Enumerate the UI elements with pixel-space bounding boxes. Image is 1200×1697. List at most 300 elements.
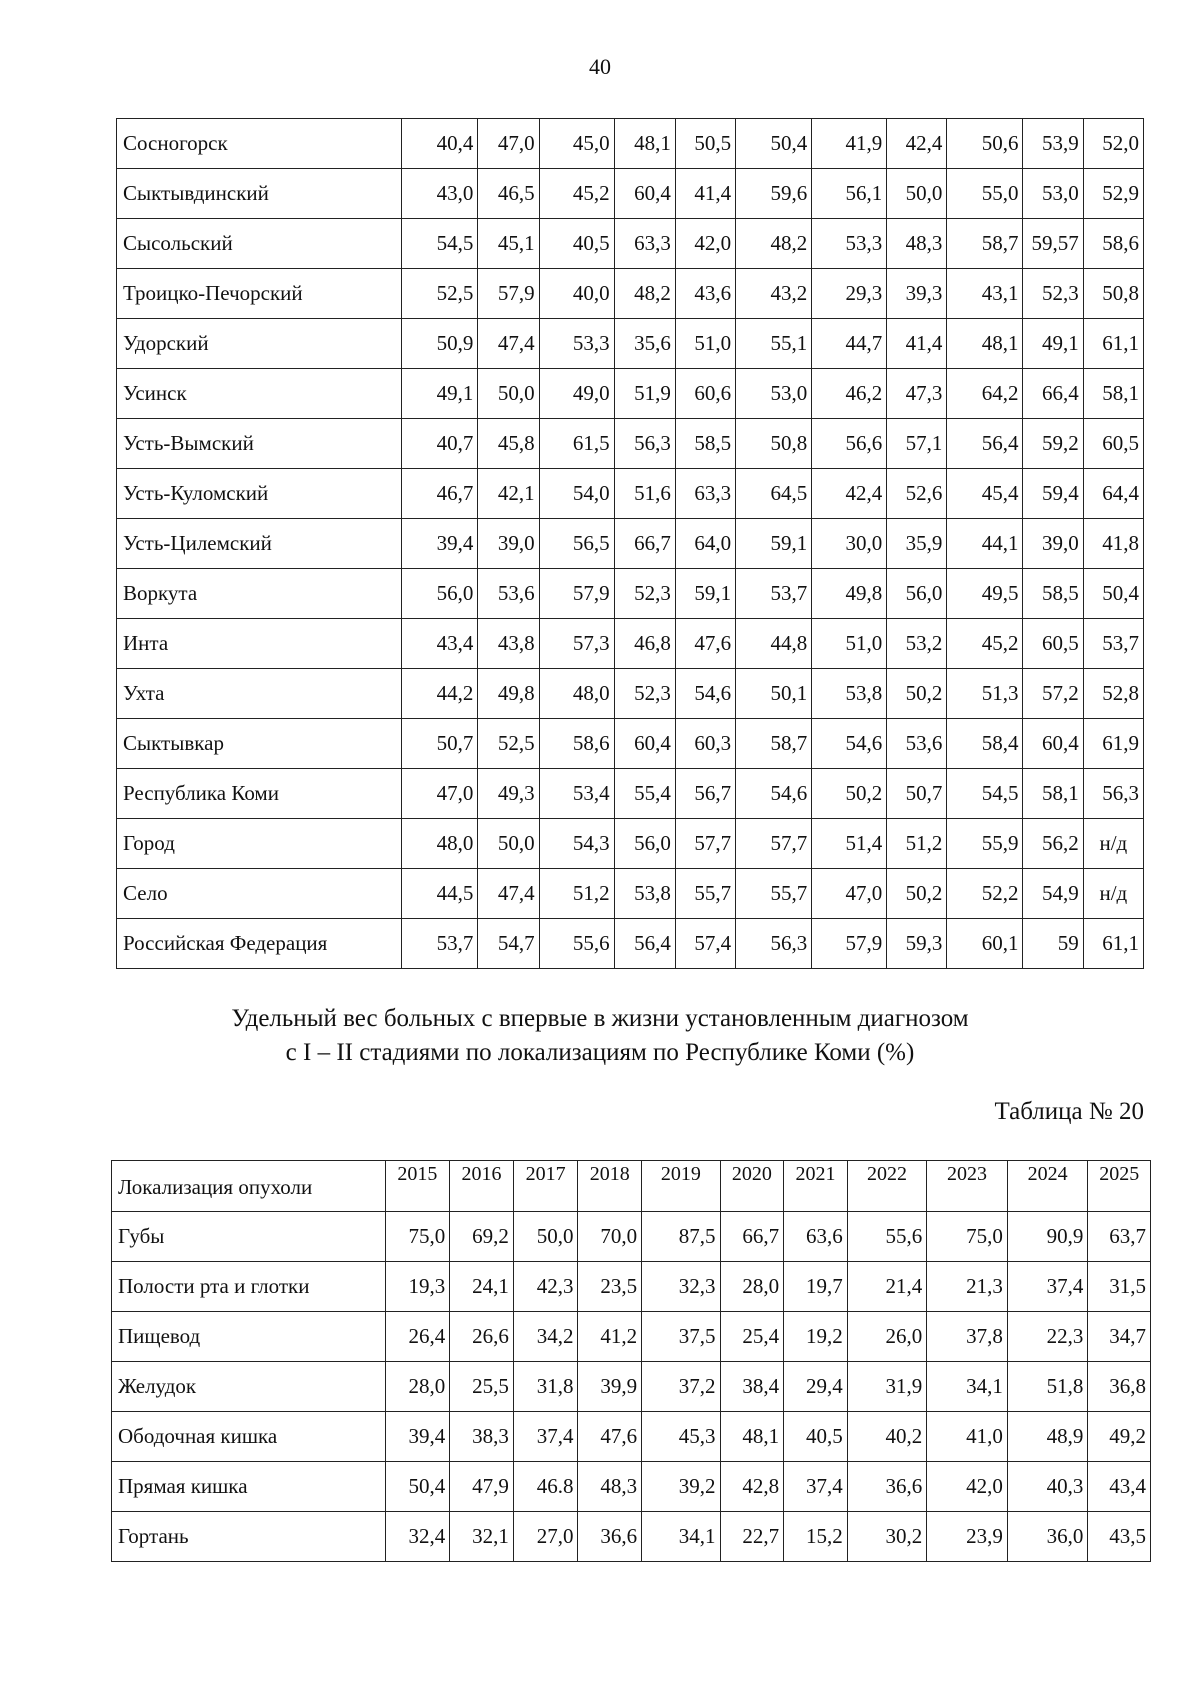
table-cell: 90,9 <box>1007 1212 1088 1262</box>
table-cell: 47,0 <box>402 769 478 819</box>
table-cell: 37,5 <box>642 1312 720 1362</box>
row-label: Пищевод <box>112 1312 386 1362</box>
table-cell: 37,8 <box>927 1312 1008 1362</box>
table-cell: 87,5 <box>642 1212 720 1262</box>
table-cell: 39,3 <box>887 269 947 319</box>
table-cell: 53,7 <box>402 919 478 969</box>
header-year: 2015 <box>385 1161 450 1212</box>
table-cell: 44,7 <box>812 319 887 369</box>
table-cell: 52,5 <box>402 269 478 319</box>
table-cell: 41,2 <box>578 1312 642 1362</box>
table-row <box>112 1362 1151 1412</box>
table-cell: 46,2 <box>812 369 887 419</box>
table-cell: 52,2 <box>947 869 1023 919</box>
table-cell: 40,2 <box>847 1412 927 1462</box>
table-cell: 59,4 <box>1023 469 1083 519</box>
table-cell: 39,9 <box>578 1362 642 1412</box>
table-row <box>112 1412 1151 1462</box>
table-cell: 26,6 <box>450 1312 514 1362</box>
table-cell: 50,6 <box>947 119 1023 169</box>
table-cell: 40,5 <box>539 219 614 269</box>
table-row <box>117 319 1144 369</box>
table-cell: 19,2 <box>784 1312 848 1362</box>
table-cell: 50,2 <box>887 669 947 719</box>
table-cell: 40,0 <box>539 269 614 319</box>
row-label: Сыктывдинский <box>117 169 402 219</box>
table-cell: 51,3 <box>947 669 1023 719</box>
table-cell: 56,2 <box>1023 819 1083 869</box>
table-cell: 51,9 <box>614 369 675 419</box>
table-cell: 22,3 <box>1007 1312 1088 1362</box>
table-cell: 56,0 <box>402 569 478 619</box>
table-row <box>117 619 1144 669</box>
row-label: Усинск <box>117 369 402 419</box>
table-cell: 56,4 <box>614 919 675 969</box>
table-cell: 32,3 <box>642 1262 720 1312</box>
table-caption <box>0 1002 1200 1070</box>
table-cell: 48,1 <box>614 119 675 169</box>
table-cell: 51,8 <box>1007 1362 1088 1412</box>
table-cell: 42,0 <box>927 1462 1008 1512</box>
table-cell: 29,4 <box>784 1362 848 1412</box>
table-cell: 52,0 <box>1083 119 1143 169</box>
table-cell: 63,6 <box>784 1212 848 1262</box>
table-cell: 51,6 <box>614 469 675 519</box>
table-cell: 58,1 <box>1083 369 1143 419</box>
table-cell: 21,4 <box>847 1262 927 1312</box>
table-cell: 26,0 <box>847 1312 927 1362</box>
table-cell: 50,4 <box>736 119 812 169</box>
table-cell: 61,1 <box>1083 319 1143 369</box>
row-label: Республика Коми <box>117 769 402 819</box>
table-cell: 53,7 <box>736 569 812 619</box>
table-cell: 56,3 <box>736 919 812 969</box>
table-cell: 56,4 <box>947 419 1023 469</box>
table-cell: 53,3 <box>539 319 614 369</box>
table-cell: 50,2 <box>887 869 947 919</box>
table-cell: 59,57 <box>1023 219 1083 269</box>
table-cell: 54,5 <box>402 219 478 269</box>
table-cell: 64,4 <box>1083 469 1143 519</box>
table-cell: 56,7 <box>675 769 735 819</box>
table-cell: 53,6 <box>478 569 539 619</box>
table-cell: 27,0 <box>513 1512 578 1562</box>
table-cell: 42,8 <box>720 1462 784 1512</box>
row-label: Полости рта и глотки <box>112 1262 386 1312</box>
table-cell: 48,9 <box>1007 1412 1088 1462</box>
table-cell: 48,3 <box>887 219 947 269</box>
table-row <box>117 819 1144 869</box>
table-row <box>117 169 1144 219</box>
table-row <box>117 119 1144 169</box>
table-cell: 58,1 <box>1023 769 1083 819</box>
table-cell: 44,1 <box>947 519 1023 569</box>
table-cell: 58,7 <box>736 719 812 769</box>
table-cell: 44,8 <box>736 619 812 669</box>
table-cell: 69,2 <box>450 1212 514 1262</box>
table-cell: 56,0 <box>614 819 675 869</box>
table-cell: 49,1 <box>1023 319 1083 369</box>
table-cell: 49,5 <box>947 569 1023 619</box>
table-cell: 49,8 <box>812 569 887 619</box>
row-label: Губы <box>112 1212 386 1262</box>
table-cell: 66,7 <box>720 1212 784 1262</box>
table-cell: 53,9 <box>1023 119 1083 169</box>
table-cell: 56,6 <box>812 419 887 469</box>
table-cell: 43,4 <box>1088 1462 1151 1512</box>
regional-table-body <box>117 119 1144 969</box>
table-cell: 41,4 <box>675 169 735 219</box>
table-cell: 50,4 <box>1083 569 1143 619</box>
row-label: Сосногорск <box>117 119 402 169</box>
table-cell: 54,0 <box>539 469 614 519</box>
page-number: 40 <box>589 54 611 79</box>
table-cell: 49,2 <box>1088 1412 1151 1462</box>
table-row <box>112 1212 1151 1262</box>
table-cell: 60,4 <box>1023 719 1083 769</box>
table-cell: 45,3 <box>642 1412 720 1462</box>
table-cell: 42,3 <box>513 1262 578 1312</box>
table-cell: 53,2 <box>887 619 947 669</box>
table-cell: 38,3 <box>450 1412 514 1462</box>
table-cell: 47,9 <box>450 1462 514 1512</box>
table-cell: 57,9 <box>539 569 614 619</box>
table-cell: 49,8 <box>478 669 539 719</box>
table-cell: 53,4 <box>539 769 614 819</box>
table-cell: 42,4 <box>812 469 887 519</box>
table-cell: 35,9 <box>887 519 947 569</box>
table-cell: 57,3 <box>539 619 614 669</box>
table-cell: 39,0 <box>478 519 539 569</box>
table-cell: 37,2 <box>642 1362 720 1412</box>
table-cell: 50,4 <box>385 1462 450 1512</box>
table-cell: 63,3 <box>614 219 675 269</box>
header-year: 2018 <box>578 1161 642 1212</box>
table-cell: 50,0 <box>478 369 539 419</box>
table-cell: 49,0 <box>539 369 614 419</box>
table-row <box>117 419 1144 469</box>
table-cell: 34,7 <box>1088 1312 1151 1362</box>
table-cell: 41,9 <box>812 119 887 169</box>
table-cell: 39,0 <box>1023 519 1083 569</box>
table-cell: 75,0 <box>927 1212 1008 1262</box>
table-cell: 47,0 <box>478 119 539 169</box>
table-cell: 57,1 <box>887 419 947 469</box>
header-year: 2024 <box>1007 1161 1088 1212</box>
table-cell: 52,3 <box>614 569 675 619</box>
table-cell: 53,3 <box>812 219 887 269</box>
table-cell: 47,6 <box>675 619 735 669</box>
header-localization: Локализация опухоли <box>112 1161 386 1212</box>
localization-table-body <box>112 1161 1151 1562</box>
table-cell: 42,4 <box>887 119 947 169</box>
table-cell: 50,9 <box>402 319 478 369</box>
table-cell: 30,2 <box>847 1512 927 1562</box>
table-cell: 37,4 <box>1007 1262 1088 1312</box>
table-cell: 49,3 <box>478 769 539 819</box>
table-cell: 36,6 <box>578 1512 642 1562</box>
header-year: 2016 <box>450 1161 514 1212</box>
table-cell: 45,1 <box>478 219 539 269</box>
table-row <box>112 1462 1151 1512</box>
table-cell: 57,7 <box>675 819 735 869</box>
row-label: Желудок <box>112 1362 386 1412</box>
header-year: 2023 <box>927 1161 1008 1212</box>
table-cell: 28,0 <box>385 1362 450 1412</box>
table-cell: 60,1 <box>947 919 1023 969</box>
table-cell: 63,7 <box>1088 1212 1151 1262</box>
table-cell: 46.8 <box>513 1462 578 1512</box>
table-row <box>117 469 1144 519</box>
table-cell: 31,9 <box>847 1362 927 1412</box>
row-label: Удорский <box>117 319 402 369</box>
table-cell: 47,6 <box>578 1412 642 1462</box>
table-cell: 70,0 <box>578 1212 642 1262</box>
table-cell: 31,5 <box>1088 1262 1151 1312</box>
table-cell: 47,3 <box>887 369 947 419</box>
table-cell: 32,1 <box>450 1512 514 1562</box>
table-cell: 48,0 <box>539 669 614 719</box>
table-cell: 64,5 <box>736 469 812 519</box>
table-cell: 39,2 <box>642 1462 720 1512</box>
table-cell: 25,4 <box>720 1312 784 1362</box>
header-year: 2019 <box>642 1161 720 1212</box>
caption-line-2: с I – II стадиями по локализациям по Республике Коми (%) <box>285 1039 915 1066</box>
table-cell: 22,7 <box>720 1512 784 1562</box>
table-cell: 26,4 <box>385 1312 450 1362</box>
table-cell: 61,1 <box>1083 919 1143 969</box>
row-label: Сыктывкар <box>117 719 402 769</box>
table-cell: 50,8 <box>736 419 812 469</box>
table-cell: 40,5 <box>784 1412 848 1462</box>
table-cell: 19,7 <box>784 1262 848 1312</box>
table-cell: 54,7 <box>478 919 539 969</box>
table-cell: 38,4 <box>720 1362 784 1412</box>
table-cell: 52,5 <box>478 719 539 769</box>
table-row <box>117 669 1144 719</box>
table-cell: 37,4 <box>784 1462 848 1512</box>
header-year: 2022 <box>847 1161 927 1212</box>
table-cell: 55,1 <box>736 319 812 369</box>
table-cell: 55,6 <box>847 1212 927 1262</box>
table-cell: 36,0 <box>1007 1512 1088 1562</box>
table-cell: 15,2 <box>784 1512 848 1562</box>
table-cell: 25,5 <box>450 1362 514 1412</box>
table-cell: 61,5 <box>539 419 614 469</box>
table-cell: 36,6 <box>847 1462 927 1512</box>
table-cell: 60,3 <box>675 719 735 769</box>
regional-data-table <box>116 118 1144 969</box>
table-cell: 46,8 <box>614 619 675 669</box>
row-label: Гортань <box>112 1512 386 1562</box>
table-cell: 60,5 <box>1023 619 1083 669</box>
caption-line-1: Удельный вес больных с впервые в жизни установленным диагнозом <box>231 1005 969 1032</box>
table-cell: 58,6 <box>539 719 614 769</box>
table-header-row <box>112 1161 1151 1212</box>
table-cell: 48,1 <box>720 1412 784 1462</box>
table-cell: 53,7 <box>1083 619 1143 669</box>
table-cell: 52,9 <box>1083 169 1143 219</box>
table-cell: 35,6 <box>614 319 675 369</box>
table-cell: 54,6 <box>812 719 887 769</box>
table-cell: 55,4 <box>614 769 675 819</box>
table-cell: 32,4 <box>385 1512 450 1562</box>
table-cell: 45,2 <box>947 619 1023 669</box>
table-cell: 54,6 <box>675 669 735 719</box>
table-cell: 60,6 <box>675 369 735 419</box>
header-year: 2017 <box>513 1161 578 1212</box>
localization-data-table <box>111 1160 1151 1562</box>
table-cell: 51,0 <box>812 619 887 669</box>
row-label: Инта <box>117 619 402 669</box>
table-cell: 30,0 <box>812 519 887 569</box>
header-year: 2020 <box>720 1161 784 1212</box>
table-cell: 50,0 <box>887 169 947 219</box>
table-cell: 34,1 <box>927 1362 1008 1412</box>
table-cell: 66,7 <box>614 519 675 569</box>
table-cell: 63,3 <box>675 469 735 519</box>
table-number-label: Таблица № 20 <box>994 1098 1144 1125</box>
table-cell: 56,0 <box>887 569 947 619</box>
row-label: Ухта <box>117 669 402 719</box>
table-row <box>112 1262 1151 1312</box>
table-cell: 42,0 <box>675 219 735 269</box>
table-cell: 59 <box>1023 919 1083 969</box>
table-cell: 51,4 <box>812 819 887 869</box>
table-cell: 40,3 <box>1007 1462 1088 1512</box>
table-row <box>117 219 1144 269</box>
table-cell: 59,1 <box>675 569 735 619</box>
table-cell: 50,0 <box>478 819 539 869</box>
table-cell: 19,3 <box>385 1262 450 1312</box>
table-cell: 57,9 <box>812 919 887 969</box>
table-cell: 50,5 <box>675 119 735 169</box>
row-label: Усть-Вымский <box>117 419 402 469</box>
table-cell: 50,0 <box>513 1212 578 1262</box>
table-cell: 48,0 <box>402 819 478 869</box>
table-cell: 46,7 <box>402 469 478 519</box>
row-label: Троицко-Печорский <box>117 269 402 319</box>
table-cell: н/д <box>1083 869 1143 919</box>
table-cell: 55,0 <box>947 169 1023 219</box>
table-cell: 51,2 <box>539 869 614 919</box>
header-year: 2025 <box>1088 1161 1151 1212</box>
table-cell: 53,8 <box>614 869 675 919</box>
table-row <box>117 269 1144 319</box>
row-label: Воркута <box>117 569 402 619</box>
table-cell: 54,3 <box>539 819 614 869</box>
table-cell: 41,8 <box>1083 519 1143 569</box>
table-cell: 50,7 <box>402 719 478 769</box>
table-cell: 45,0 <box>539 119 614 169</box>
table-cell: 58,4 <box>947 719 1023 769</box>
table-row <box>117 769 1144 819</box>
table-cell: 54,6 <box>736 769 812 819</box>
table-row <box>117 869 1144 919</box>
table-cell: 37,4 <box>513 1412 578 1462</box>
table-cell: 43,6 <box>675 269 735 319</box>
table-cell: 49,1 <box>402 369 478 419</box>
table-cell: 52,3 <box>1023 269 1083 319</box>
row-label: Село <box>117 869 402 919</box>
table-cell: 55,6 <box>539 919 614 969</box>
table-cell: 21,3 <box>927 1262 1008 1312</box>
table-cell: 44,5 <box>402 869 478 919</box>
table-cell: 47,0 <box>812 869 887 919</box>
table-cell: 50,8 <box>1083 269 1143 319</box>
table-cell: 28,0 <box>720 1262 784 1312</box>
table-cell: 48,1 <box>947 319 1023 369</box>
table-cell: н/д <box>1083 819 1143 869</box>
table-cell: 48,2 <box>736 219 812 269</box>
table-cell: 23,5 <box>578 1262 642 1312</box>
table-cell: 56,3 <box>614 419 675 469</box>
table-cell: 54,5 <box>947 769 1023 819</box>
table-cell: 53,0 <box>1023 169 1083 219</box>
table-cell: 43,2 <box>736 269 812 319</box>
table-cell: 34,2 <box>513 1312 578 1362</box>
table-cell: 60,4 <box>614 719 675 769</box>
table-cell: 48,3 <box>578 1462 642 1512</box>
header-year: 2021 <box>784 1161 848 1212</box>
row-label: Ободочная кишка <box>112 1412 386 1462</box>
table-cell: 51,0 <box>675 319 735 369</box>
table-row <box>117 569 1144 619</box>
table-cell: 43,4 <box>402 619 478 669</box>
row-label: Город <box>117 819 402 869</box>
table-cell: 75,0 <box>385 1212 450 1262</box>
table-cell: 36,8 <box>1088 1362 1151 1412</box>
table-row <box>112 1312 1151 1362</box>
table-cell: 57,2 <box>1023 669 1083 719</box>
table-cell: 56,3 <box>1083 769 1143 819</box>
table-cell: 60,5 <box>1083 419 1143 469</box>
table-cell: 57,7 <box>736 819 812 869</box>
table-cell: 45,4 <box>947 469 1023 519</box>
table-cell: 53,6 <box>887 719 947 769</box>
table-cell: 31,8 <box>513 1362 578 1412</box>
table-cell: 39,4 <box>385 1412 450 1462</box>
table-cell: 60,4 <box>614 169 675 219</box>
table-cell: 47,4 <box>478 869 539 919</box>
table-cell: 52,6 <box>887 469 947 519</box>
table-cell: 43,1 <box>947 269 1023 319</box>
table-cell: 43,5 <box>1088 1512 1151 1562</box>
table-cell: 41,0 <box>927 1412 1008 1462</box>
table-cell: 55,7 <box>675 869 735 919</box>
table-cell: 59,6 <box>736 169 812 219</box>
table-cell: 45,8 <box>478 419 539 469</box>
table-cell: 52,8 <box>1083 669 1143 719</box>
table-cell: 34,1 <box>642 1512 720 1562</box>
table-cell: 40,4 <box>402 119 478 169</box>
table-row <box>117 369 1144 419</box>
table-cell: 58,7 <box>947 219 1023 269</box>
row-label: Российская Федерация <box>117 919 402 969</box>
table-cell: 64,2 <box>947 369 1023 419</box>
table-cell: 45,2 <box>539 169 614 219</box>
table-cell: 59,1 <box>736 519 812 569</box>
row-label: Сысольский <box>117 219 402 269</box>
table-cell: 46,5 <box>478 169 539 219</box>
table-cell: 57,4 <box>675 919 735 969</box>
table-cell: 64,0 <box>675 519 735 569</box>
table-cell: 58,5 <box>675 419 735 469</box>
table-cell: 57,9 <box>478 269 539 319</box>
table-cell: 55,9 <box>947 819 1023 869</box>
table-row <box>117 519 1144 569</box>
table-row <box>117 919 1144 969</box>
